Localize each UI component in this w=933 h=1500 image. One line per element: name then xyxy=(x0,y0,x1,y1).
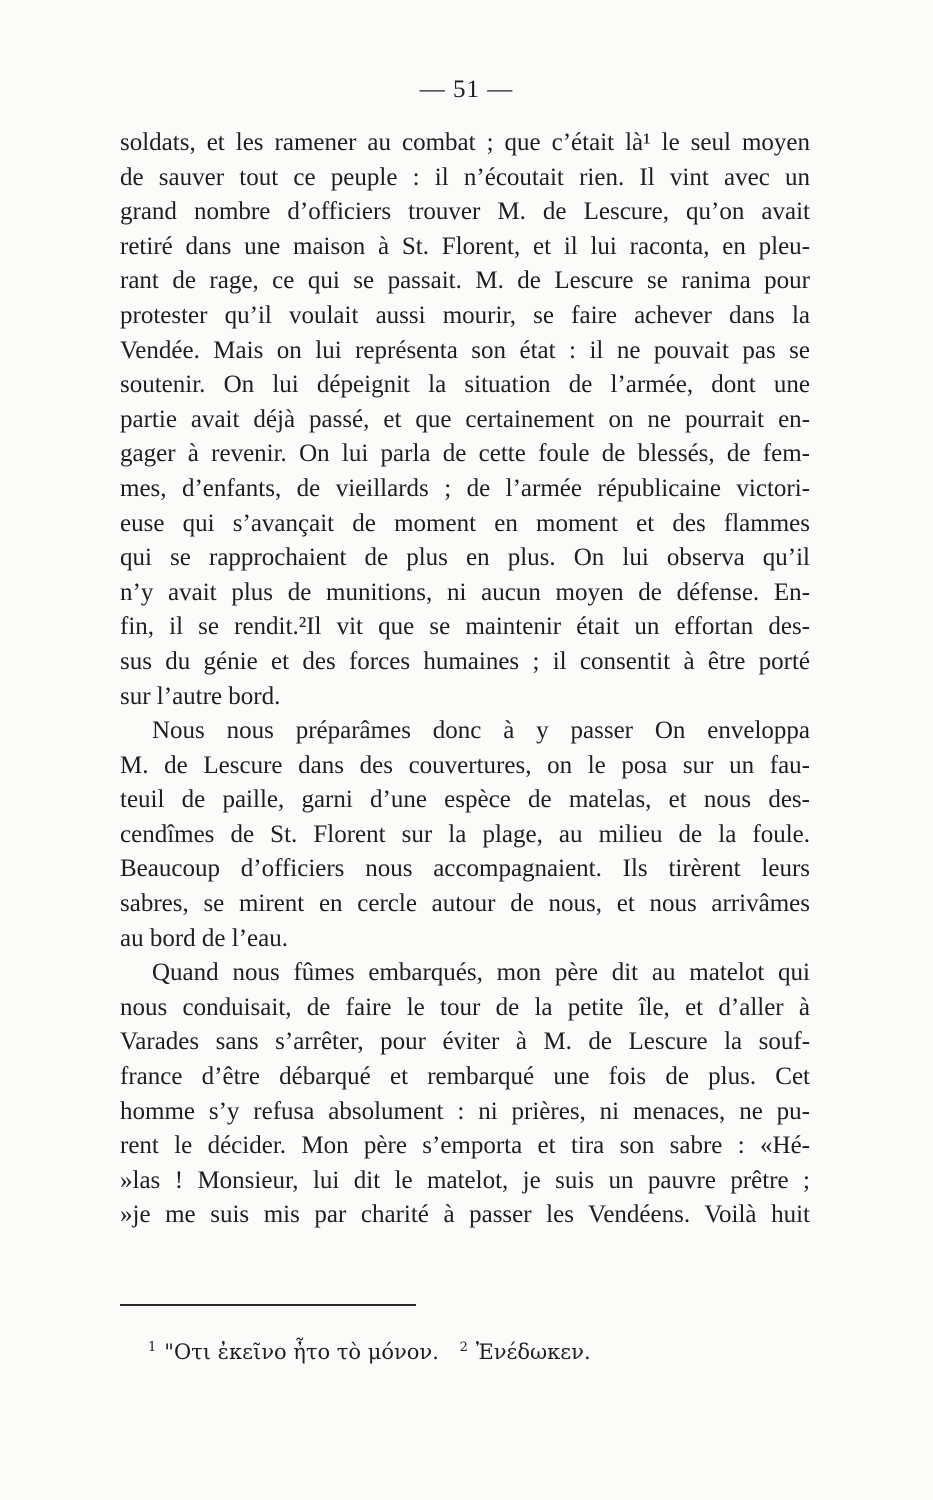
text-line: M. de Lescure dans des couvertures, on le posa sur un fau- xyxy=(120,751,810,779)
text-line: qui se rapprochaient de plus en plus. On lui observa qu’il xyxy=(120,544,810,572)
footnote-marker: 2 xyxy=(459,1340,468,1355)
text-line: soldats, et les ramener au combat ; que c’était là¹ le seul moyen xyxy=(120,129,810,156)
footnote-divider xyxy=(120,1304,416,1306)
footnote-2 xyxy=(460,1340,591,1364)
text-line: cendîmes de St. Florent sur la plage, au milieu de la foule. xyxy=(120,820,810,848)
text-line: au bord de l’eau. xyxy=(120,924,288,952)
text-line: mes, d’enfants, de vieillards ; de l’armée républicaine victori- xyxy=(120,474,810,502)
text-line: teuil de paille, garni d’une espèce de matelas, et nous des- xyxy=(120,786,810,814)
text-line: retiré dans une maison à St. Florent, et il lui raconta, en pleu- xyxy=(120,232,810,260)
text-line: sur l’autre bord. xyxy=(120,682,281,710)
text-line: fin, il se rendit.²Il vit que se maintenir était un effortan des- xyxy=(120,613,810,641)
footnotes xyxy=(148,1340,808,1364)
paragraph-2 xyxy=(120,714,810,956)
text-line: homme s’y refusa absolument : ni prières, ni menaces, ne pu- xyxy=(120,1097,810,1125)
text-line: Quand nous fûmes embarqués, mon père dit au matelot qui xyxy=(152,959,810,987)
text-line: Vendée. Mais on lui représenta son état : il ne pouvait pas se xyxy=(120,336,810,364)
text-line: »je me suis mis par charité à passer les Vendéens. Voilà huit xyxy=(120,1201,810,1229)
paragraph-3 xyxy=(120,956,810,1233)
footnote-1 xyxy=(148,1340,439,1364)
text-line: rant de rage, ce qui se passait. M. de Lescure se ranima pour xyxy=(120,267,810,295)
text-line: gager à revenir. On lui parla de cette foule de blessés, de fem- xyxy=(120,440,810,468)
text-line: de sauver tout ce peuple : il n’écoutait rien. Il vint avec un xyxy=(120,163,810,191)
text-line: »las ! Monsieur, lui dit le matelot, je suis un pauvre prêtre ; xyxy=(120,1166,810,1194)
paragraph-1 xyxy=(120,126,810,714)
text-line: n’y avait plus de munitions, ni aucun moyen de défense. En- xyxy=(120,578,810,606)
text-line: Beaucoup d’officiers nous accompagnaient. Ils tirèrent leurs xyxy=(120,855,810,883)
footnote-marker: 1 xyxy=(148,1340,157,1355)
text-line: sabres, se mirent en cercle autour de nous, et nous arrivâmes xyxy=(120,890,810,918)
text-line: soutenir. On lui dépeignit la situation de l’armée, dont une xyxy=(120,371,810,399)
text-line: Nous nous préparâmes donc à y passer On enveloppa xyxy=(152,717,810,745)
text-line: Varades sans s’arrêter, pour éviter à M. de Lescure la souf- xyxy=(120,1028,810,1056)
page-number: — 51 — xyxy=(419,76,514,103)
text-line: sus du génie et des forces humaines ; il consentit à être porté xyxy=(120,647,810,675)
footnote-text: Ἐνέδωκεν. xyxy=(475,1340,591,1364)
main-text xyxy=(120,126,810,1233)
text-line: france d’être débarqué et rembarqué une fois de plus. Cet xyxy=(120,1063,810,1091)
text-line: nous conduisait, de faire le tour de la petite île, et d’aller à xyxy=(120,993,810,1021)
text-line: euse qui s’avançait de moment en moment et des flammes xyxy=(120,509,810,537)
text-line: partie avait déjà passé, et que certainement on ne pourrait en- xyxy=(120,405,810,433)
footnote-text: "Οτι ἐκεῖνο ἦτο τὸ μόνον. xyxy=(164,1340,439,1364)
text-line: rent le décider. Mon père s’emporta et tira son sabre : «Hé- xyxy=(120,1132,810,1160)
text-line: protester qu’il voulait aussi mourir, se faire achever dans la xyxy=(120,301,810,329)
text-line: grand nombre d’officiers trouver M. de Lescure, qu’on avait xyxy=(120,198,810,226)
